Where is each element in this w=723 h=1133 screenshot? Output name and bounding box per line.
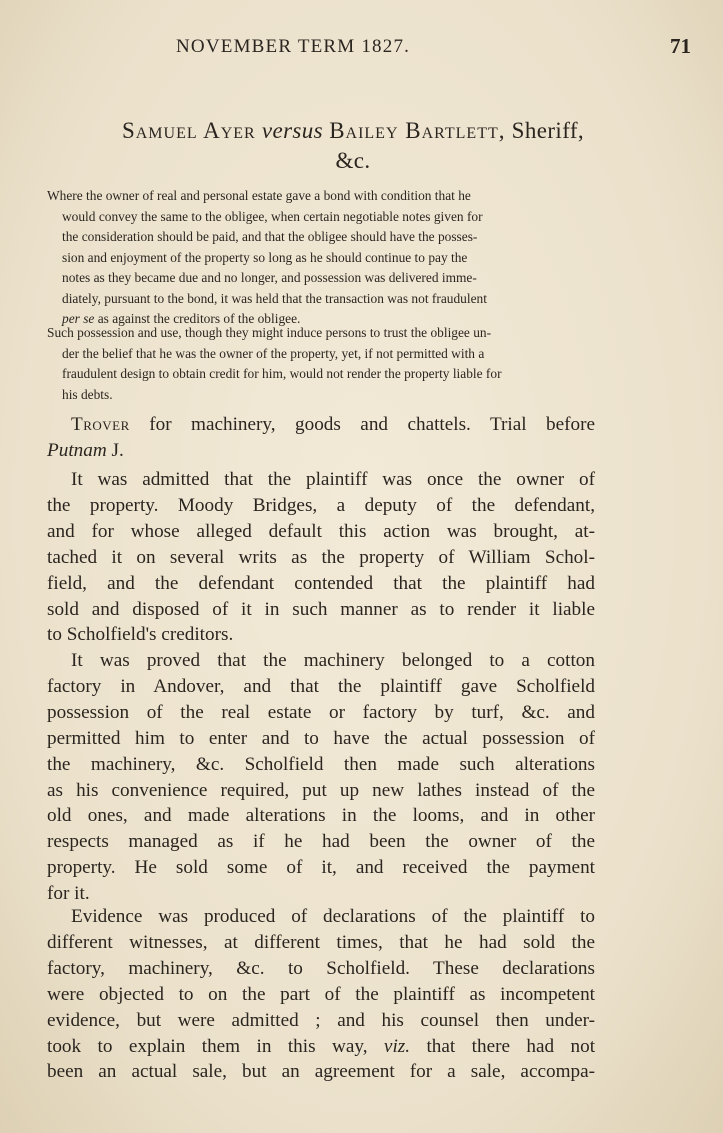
body-line: different witnesses, at different times, that he had sold the (47, 931, 595, 953)
trover-lead: Trover (71, 414, 130, 435)
defendant-role-etc: &c. (335, 148, 371, 173)
body-line: tached it on several writs as the property of William Schol- (47, 546, 595, 568)
judge-name: Putnam (47, 439, 107, 461)
body-line: permitted him to enter and to have the actual possession of (47, 727, 595, 749)
per-se-italic: per se (62, 311, 95, 326)
paragraph-evidence (47, 904, 595, 1085)
body-line: the property. Moody Bridges, a deputy of the defendant, (47, 494, 595, 516)
headnote-first (47, 186, 592, 330)
paragraph-proved (47, 648, 595, 907)
defendant-name: Bailey Bartlett, (329, 118, 506, 143)
body-line: old ones, and made alterations in the looms, and in other (47, 805, 595, 827)
viz-italic: viz. (383, 1035, 411, 1057)
headnote-line: Where the owner of real and personal estate gave a bond with condition that he (47, 188, 471, 203)
headnote-line-end: as against the creditors of the obligee. (97, 311, 301, 326)
body-line: sold and disposed of it in such manner as to render it liable (47, 598, 595, 620)
trover-rest: for machinery, goods and chattels. Trial before (149, 414, 596, 435)
body-line: property. He sold some of it, and received the payment (47, 857, 595, 879)
headnote-line: the consideration should be paid, and that the obligee should have the posses- (62, 229, 478, 244)
body-line: It was proved that the machinery belonged to a cotton (71, 650, 595, 671)
case-title (48, 116, 658, 176)
body-line: factory, machinery, &c. to Scholfield. These declarations (47, 957, 595, 979)
body-line: and for whose alleged default this action was brought, at- (47, 520, 595, 542)
plaintiff-name: Samuel Ayer (121, 118, 256, 143)
body-line: to Scholfield's creditors. (47, 624, 234, 646)
headnote-second (47, 323, 592, 405)
body-line: respects managed as if he had been the owner of the (47, 831, 595, 853)
body-line (47, 438, 595, 464)
headnote-line: his debts. (62, 386, 113, 402)
paragraph-admitted (47, 467, 595, 648)
running-title: NOVEMBER TERM 1827. (176, 36, 411, 57)
headnote-line: Such possession and use, though they might induce persons to trust the obligee un- (47, 325, 492, 340)
headnote-line: diately, pursuant to the bond, it was held that the transaction was not fraudulent (62, 290, 487, 306)
body-line: possession of the real estate or factory by turf, &c. and (47, 701, 595, 723)
headnote-line: der the belief that he was the owner of the property, yet, if not permitted with a (62, 345, 485, 361)
body-line: the machinery, &c. Scholfield then made such alterations (47, 753, 595, 775)
page-number: 71 (670, 34, 691, 58)
body-line: It was admitted that the plaintiff was once the owner of (71, 469, 595, 490)
defendant-role: Sheriff, (511, 118, 585, 143)
headnote-line: fraudulent design to obtain credit for him, would not render the property liable for (62, 366, 502, 381)
body-line: factory in Andover, and that the plaintiff gave Scholfield (47, 675, 595, 697)
body-line: as his convenience required, put up new lathes instead of the (47, 779, 595, 801)
headnote-line: would convey the same to the obligee, when certain negotiable notes given for (62, 208, 483, 224)
headnote-line: notes as they became due and no longer, and possession was delivered imme- (62, 270, 477, 285)
body-line: field, and the defendant contended that the plaintiff had (47, 572, 595, 594)
viz-line-end: that there had not (426, 1035, 596, 1057)
body-line: been an actual sale, but an agreement for a sale, accompa- (47, 1061, 595, 1083)
viz-line-start: took to explain them in this way, (47, 1035, 368, 1057)
body-line: Evidence was produced of declarations of the plaintiff to (71, 906, 595, 927)
versus-text: versus (261, 118, 324, 143)
body-line (47, 1034, 595, 1060)
headnote-line: sion and enjoyment of the property so long as he should continue to pay the (62, 249, 468, 265)
body-line: were objected to on the part of the plaintiff as incompetent (47, 983, 595, 1005)
judge-suffix: J. (111, 439, 124, 461)
body-line: for it. (47, 883, 90, 905)
body-line (47, 412, 595, 438)
running-head (0, 36, 723, 66)
paragraph-trover (47, 412, 595, 464)
body-line: evidence, but were admitted ; and his counsel then under- (47, 1009, 595, 1031)
